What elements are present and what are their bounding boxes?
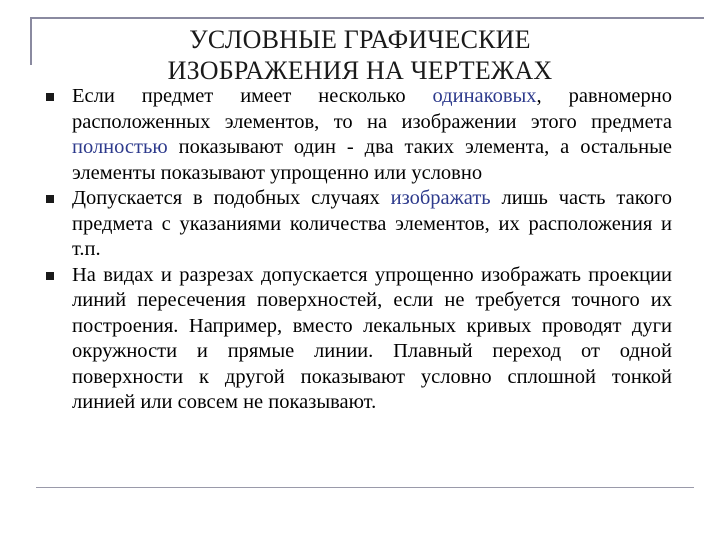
- slide-title-line-2: ИЗОБРАЖЕНИЯ НА ЧЕРТЕЖАХ: [167, 56, 553, 85]
- slide-title: [60, 24, 660, 86]
- bullet-3-text: На видах и разрезах допускается упрощенно изображать проекции линий пересечения поверхностей, если не требуется точного их построения. Например, вместо лекальных кривых проводят дуги окружности и прямые линии. Плавный переход от одной поверхности к другой показывают условно сплошной тонкой линией или совсем не показывают.: [72, 263, 672, 413]
- bullet-1-text-part-2: , равномерно расположенных элементов, то на изображении этого предмета: [72, 85, 672, 133]
- bullet-item-3: [46, 263, 672, 416]
- bullet-2-text-part-1: Допускается в подобных случаях: [72, 187, 391, 209]
- slide-frame-top-line: [30, 17, 704, 19]
- bullet-1-text-part-1: Если предмет имеет несколько: [72, 85, 433, 107]
- bullet-1-text-part-3: показывают один - два таких элемента, а остальные элементы показывают упрощенно или условно: [72, 136, 672, 184]
- bullet-2-text-part-2: лишь часть такого предмета с указаниями количества элементов, их расположения и т.п.: [72, 187, 673, 260]
- square-bullet-icon: [46, 195, 54, 203]
- bullet-list: [46, 84, 672, 416]
- slide-title-line-1: УСЛОВНЫЕ ГРАФИЧЕСКИЕ: [189, 25, 531, 54]
- slide-frame-left-line: [30, 17, 32, 65]
- bullet-2-highlight-1: изображать: [390, 187, 491, 209]
- bullet-item-2: [46, 186, 672, 263]
- bullet-1-highlight-2: полностью: [72, 136, 168, 158]
- bullet-item-1: [46, 84, 672, 186]
- bullet-1-highlight-1: одинаковых: [432, 85, 537, 107]
- slide-frame-bottom-line: [36, 487, 694, 488]
- square-bullet-icon: [46, 93, 54, 101]
- square-bullet-icon: [46, 272, 54, 280]
